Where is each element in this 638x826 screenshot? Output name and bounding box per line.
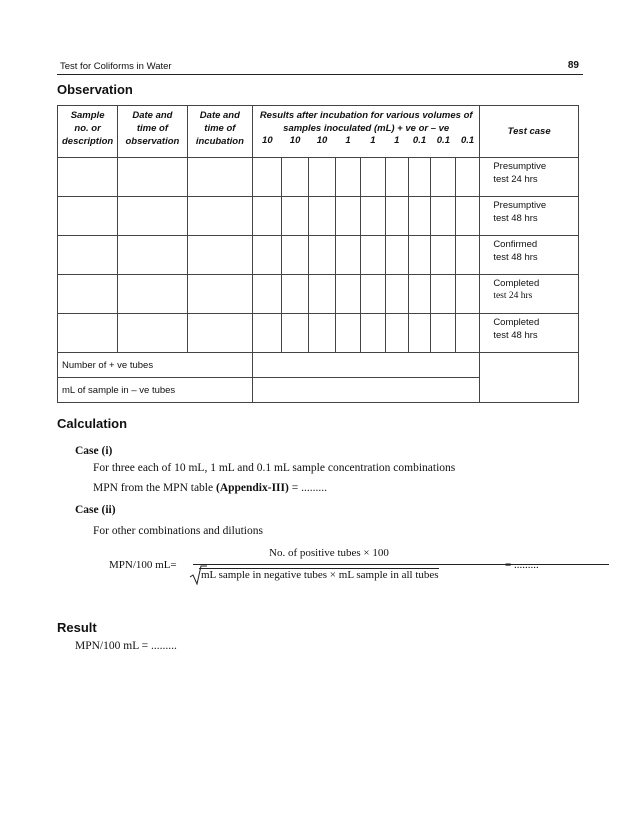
table-row xyxy=(58,158,579,197)
col-observation-header: Date and time of observation xyxy=(118,106,188,158)
observation-heading: Observation xyxy=(57,82,133,97)
table-row xyxy=(58,275,579,314)
mpn-formula xyxy=(109,547,579,587)
case-i-line1: For three each of 10 mL, 1 mL and 0.1 mL sample concentration combinations xyxy=(93,462,456,474)
formula-rhs: = ......... xyxy=(505,559,539,571)
case-i-label: Case (i) xyxy=(75,445,113,457)
volume-cell: 1 xyxy=(360,135,385,158)
summary-row xyxy=(58,353,579,378)
volume-cell: 1 xyxy=(336,135,361,158)
observation-table xyxy=(57,105,579,403)
volume-cell: 0.1 xyxy=(431,135,456,158)
calculation-heading: Calculation xyxy=(57,416,128,431)
summary-label: Number of + ve tubes xyxy=(58,353,253,378)
col-results-header: Results after incubation for various volumes of samples inoculated (mL) + ve or – ve xyxy=(253,106,480,136)
summary-label: mL of sample in – ve tubes xyxy=(58,378,253,403)
volume-cell: 10 xyxy=(309,135,336,158)
formula-lhs: MPN/100 mL= xyxy=(109,559,177,571)
case-i-line2: MPN from the MPN table (Appendix-III) = ......... xyxy=(93,482,327,494)
col-incubation-header: Date and time of incubation xyxy=(187,106,252,158)
table-row xyxy=(58,236,579,275)
case-ii-line1: For other combinations and dilutions xyxy=(93,525,263,537)
volume-cell: 0.1 xyxy=(456,135,480,158)
formula-numerator: No. of positive tubes × 100 xyxy=(269,547,389,559)
volume-cell: 1 xyxy=(385,135,408,158)
result-heading: Result xyxy=(57,620,97,635)
case-ii-label: Case (ii) xyxy=(75,504,116,516)
table-row xyxy=(58,197,579,236)
fraction-bar xyxy=(193,564,609,565)
test-case-cell: Presumptive test 48 hrs xyxy=(480,197,579,236)
header-title: Test for Coliforms in Water xyxy=(60,61,172,72)
running-header xyxy=(57,60,583,75)
test-case-cell: Presumptive test 24 hrs xyxy=(480,158,579,197)
col-sample-header: Sample no. or description xyxy=(58,106,118,158)
volume-cell: 0.1 xyxy=(408,135,431,158)
test-case-cell: Completed test 24 hrs xyxy=(480,275,579,314)
result-line: MPN/100 mL = ......... xyxy=(75,640,177,652)
volume-cell: 10 xyxy=(253,135,282,158)
table-row xyxy=(58,314,579,353)
page-number: 89 xyxy=(567,60,579,71)
table-header-row xyxy=(58,106,579,136)
volume-cell: 10 xyxy=(282,135,309,158)
col-testcase-header: Test case xyxy=(480,106,579,158)
test-case-cell: Confirmed test 48 hrs xyxy=(480,236,579,275)
formula-denominator: mL sample in negative tubes × mL sample in all tubes xyxy=(201,569,439,581)
test-case-cell: Completed test 48 hrs xyxy=(480,314,579,353)
